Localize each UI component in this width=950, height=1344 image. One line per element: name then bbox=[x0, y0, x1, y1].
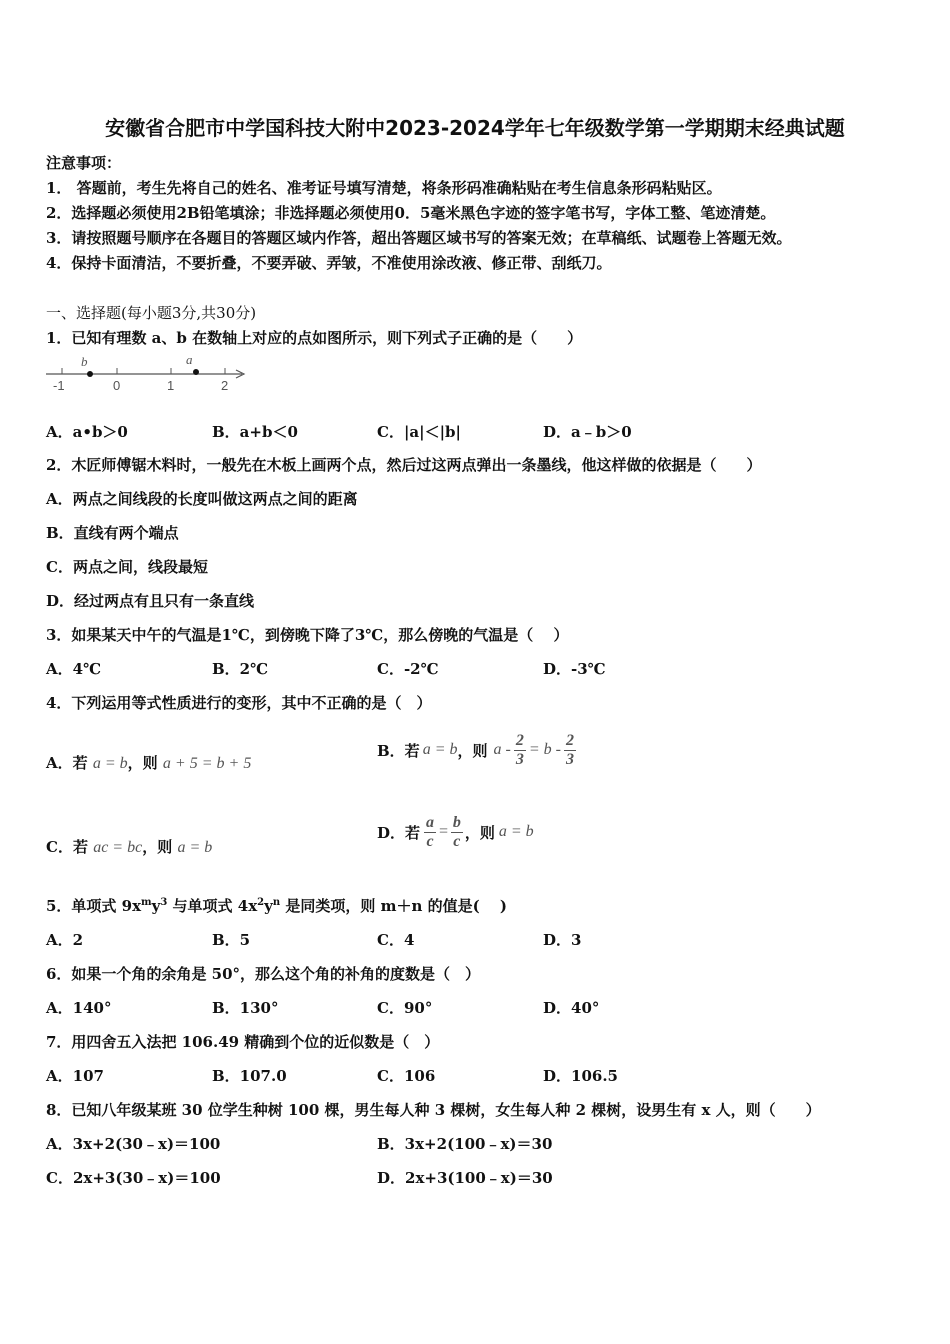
q4b-den1: 3 bbox=[515, 750, 524, 768]
q7-option-c: C．106 bbox=[377, 1067, 436, 1085]
q4a-result: a + 5 = b + 5 bbox=[162, 755, 252, 772]
q4-option-d bbox=[377, 810, 534, 854]
q8-option-a: A．3x+2(30﹣x)＝100 bbox=[46, 1135, 221, 1153]
q4b-lhs: a - bbox=[493, 741, 511, 758]
number-line-figure bbox=[44, 352, 254, 396]
q4-option-a bbox=[46, 752, 251, 773]
q4d-then: ，则 bbox=[464, 823, 495, 842]
q4c-result: a = b bbox=[177, 839, 213, 856]
q4b-fraction-1 bbox=[514, 732, 526, 769]
q2-option-b: B．直线有两个端点 bbox=[46, 524, 179, 542]
q1-option-a: A．a•b＞0 bbox=[46, 423, 128, 441]
q8-option-c: C．2x+3(30﹣x)＝100 bbox=[46, 1169, 221, 1187]
q4b-num1: 2 bbox=[515, 731, 524, 749]
q5-part-d: y bbox=[264, 897, 273, 915]
q6-option-d: D．40° bbox=[543, 999, 600, 1017]
q4a-cond: a = b bbox=[92, 755, 128, 772]
q4a-then: ，则 bbox=[127, 754, 158, 772]
q1-option-c: C．|a|＜|b| bbox=[377, 423, 461, 441]
q4d-num2: b bbox=[452, 813, 461, 831]
q1-stem: 1．已知有理数 a、b 在数轴上对应的点如图所示，则下列式子正确的是（ ） bbox=[46, 329, 583, 347]
q4b-den2: 3 bbox=[565, 750, 574, 768]
notice-item-3: 3．请按照题号顺序在各题目的答题区域内作答，超出答题区域书写的答案无效；在草稿纸、试题卷上答题无效。 bbox=[46, 229, 792, 247]
q7-option-a: A．107 bbox=[46, 1067, 104, 1085]
q4c-then: ，则 bbox=[142, 838, 173, 856]
q5-part-b: y bbox=[151, 897, 161, 915]
notice-item-1: 1． 答题前，考生先将自己的姓名、准考证号填写清楚，将条形码准确粘贴在考生信息条形码粘贴区。 bbox=[46, 179, 722, 197]
q5-stem bbox=[46, 895, 507, 916]
q2-option-c: C．两点之间，线段最短 bbox=[46, 558, 208, 576]
q5-sup-2: 3 bbox=[160, 897, 168, 908]
q4c-label: C．若 bbox=[46, 838, 88, 856]
q5-sup-4: n bbox=[272, 897, 281, 908]
notice-item-4: 4．保持卡面清洁，不要折叠，不要弄破、弄皱，不准使用涂改液、修正带、刮纸刀。 bbox=[46, 254, 612, 272]
label-b: b bbox=[81, 354, 88, 369]
page-title: 安徽省合肥市中学国科技大附中2023-2024学年七年级数学第一学期期末经典试题 bbox=[105, 116, 845, 140]
q5-sup-1: m bbox=[141, 897, 152, 908]
q4d-num1: a bbox=[426, 813, 435, 831]
q4d-label: D．若 bbox=[377, 823, 421, 842]
q5-part-c: 与单项式 4x bbox=[167, 897, 258, 915]
q3-stem: 3．如果某天中午的气温是1℃，到傍晚下降了3℃，那么傍晚的气温是（ ） bbox=[46, 626, 569, 644]
q5-part-e: 是同类项，则 m＋n 的值是( ) bbox=[280, 897, 507, 915]
q7-stem: 7．用四舍五入法把 106.49 精确到个位的近似数是（ ） bbox=[46, 1033, 440, 1051]
q8-option-b: B．3x+2(100﹣x)＝30 bbox=[377, 1135, 553, 1153]
q6-stem: 6．如果一个角的余角是 50°，那么这个角的补角的度数是（ ） bbox=[46, 965, 481, 983]
q4d-fraction-1 bbox=[424, 814, 436, 851]
q2-stem: 2．木匠师傅锯木料时，一般先在木板上画两个点，然后过这两点弹出一条墨线，他这样做的依据是（ ） bbox=[46, 456, 762, 474]
q7-option-b: B．107.0 bbox=[212, 1067, 287, 1085]
q4d-fraction-2 bbox=[451, 814, 463, 851]
q4d-eq: = bbox=[438, 823, 449, 840]
q3-option-a: A．4℃ bbox=[46, 660, 102, 678]
q7-option-d: D．106.5 bbox=[543, 1067, 618, 1085]
q4d-den1: c bbox=[426, 832, 434, 850]
q6-option-c: C．90° bbox=[377, 999, 433, 1017]
notice-item-2: 2．选择题必须使用2B铅笔填涂；非选择题必须使用0．5毫米黑色字迹的签字笔书写，字体工整、笔迹清楚。 bbox=[46, 204, 776, 222]
q3-option-d: D．-3℃ bbox=[543, 660, 606, 678]
q1-option-b: B．a+b＜0 bbox=[212, 423, 298, 441]
q5-option-b: B．5 bbox=[212, 931, 251, 949]
q5-option-c: C．4 bbox=[377, 931, 415, 949]
tick-label-1: 1 bbox=[167, 378, 175, 393]
label-a: a bbox=[186, 352, 193, 367]
q4d-result: a = b bbox=[498, 823, 534, 840]
q4-option-c bbox=[46, 836, 212, 857]
q5-option-a: A．2 bbox=[46, 931, 84, 949]
q4a-label: A．若 bbox=[46, 754, 88, 772]
q1-option-d: D．a﹣b＞0 bbox=[543, 423, 632, 441]
q3-option-b: B．2℃ bbox=[212, 660, 269, 678]
q4-option-b bbox=[377, 728, 576, 772]
q4b-fraction-2 bbox=[564, 732, 576, 769]
q4b-mid: = b - bbox=[528, 741, 561, 758]
q2-option-d: D．经过两点有且只有一条直线 bbox=[46, 592, 255, 610]
q4b-cond: a = b bbox=[422, 741, 458, 758]
tick-label-minus1: -1 bbox=[53, 378, 65, 393]
q4-stem: 4．下列运用等式性质进行的变形，其中不正确的是（ ） bbox=[46, 694, 432, 712]
notice-heading: 注意事项： bbox=[46, 154, 122, 172]
tick-label-2: 2 bbox=[221, 378, 229, 393]
q5-option-d: D．3 bbox=[543, 931, 582, 949]
q4b-label: B．若 bbox=[377, 741, 420, 760]
q4d-den2: c bbox=[453, 832, 461, 850]
section-heading: 一、选择题(每小题3分,共30分) bbox=[46, 304, 257, 322]
q6-option-b: B．130° bbox=[212, 999, 279, 1017]
point-a bbox=[193, 369, 199, 375]
q6-option-a: A．140° bbox=[46, 999, 112, 1017]
q8-stem: 8．已知八年级某班 30 位学生种树 100 棵，男生每人种 3 棵树，女生每人种 2 棵树，设男生有 x 人，则（ ） bbox=[46, 1101, 821, 1119]
q4b-num2: 2 bbox=[565, 731, 574, 749]
q4c-cond: ac = bc bbox=[93, 839, 143, 856]
q5-sup-3: 2 bbox=[257, 897, 265, 908]
q5-part-a: 5．单项式 9x bbox=[46, 897, 142, 915]
q8-option-d: D．2x+3(100﹣x)＝30 bbox=[377, 1169, 553, 1187]
q2-option-a: A．两点之间线段的长度叫做这两点之间的距离 bbox=[46, 490, 358, 508]
q4b-then: ，则 bbox=[457, 741, 488, 760]
q3-option-c: C．-2℃ bbox=[377, 660, 439, 678]
tick-label-0: 0 bbox=[113, 378, 121, 393]
point-b bbox=[87, 371, 93, 377]
